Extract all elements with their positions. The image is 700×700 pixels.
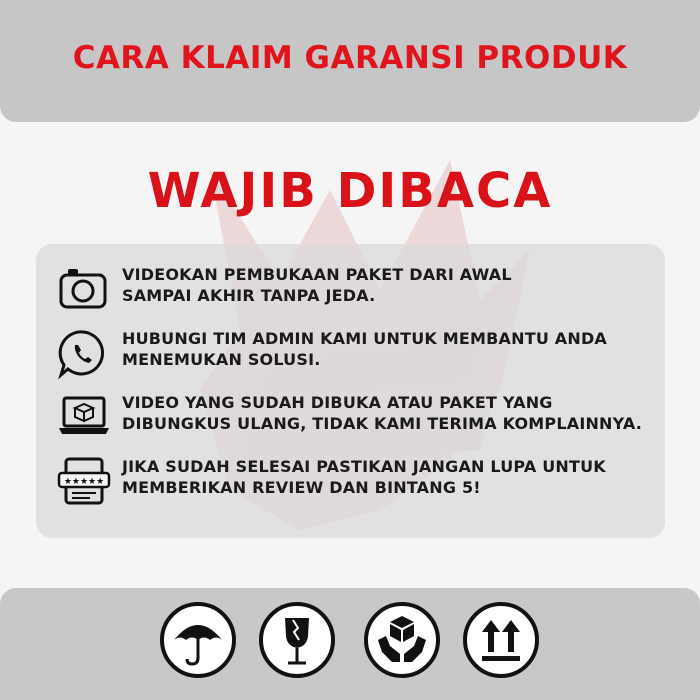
whatsapp-icon xyxy=(56,328,112,380)
step-text: VIDEO YANG SUDAH DIBUKA ATAU PAKET YANG DIBUNGKUS ULANG, TIDAK KAMI TERIMA KOMPLAINNYA. xyxy=(122,393,643,433)
step-item xyxy=(56,456,656,508)
footer-bar xyxy=(0,588,700,700)
this-way-up-icon xyxy=(463,602,539,678)
fragile-glass-icon xyxy=(259,602,335,678)
handle-with-care-icon xyxy=(364,602,440,678)
steps-card xyxy=(36,244,665,538)
header-banner xyxy=(0,0,700,122)
step-item xyxy=(56,264,656,316)
review-stars-icon xyxy=(56,456,112,508)
svg-text:★★★★★: ★★★★★ xyxy=(63,477,105,487)
step-item xyxy=(56,328,656,380)
step-item xyxy=(56,392,656,444)
step-text: HUBUNGI TIM ADMIN KAMI UNTUK MEMBANTU ANDA MENEMUKAN SOLUSI. xyxy=(122,329,608,369)
step-text: JIKA SUDAH SELESAI PASTIKAN JANGAN LUPA UNTUK MEMBERIKAN REVIEW DAN BINTANG 5! xyxy=(122,457,606,497)
umbrella-icon xyxy=(160,602,236,678)
page-title: CARA KLAIM GARANSI PRODUK xyxy=(72,40,628,76)
camera-icon xyxy=(56,264,112,316)
warning-heading: WAJIB DIBACA xyxy=(147,163,553,219)
laptop-box-icon xyxy=(56,392,112,444)
step-text: VIDEOKAN PEMBUKAAN PAKET DARI AWAL SAMPAI AKHIR TANPA JEDA. xyxy=(122,265,512,305)
